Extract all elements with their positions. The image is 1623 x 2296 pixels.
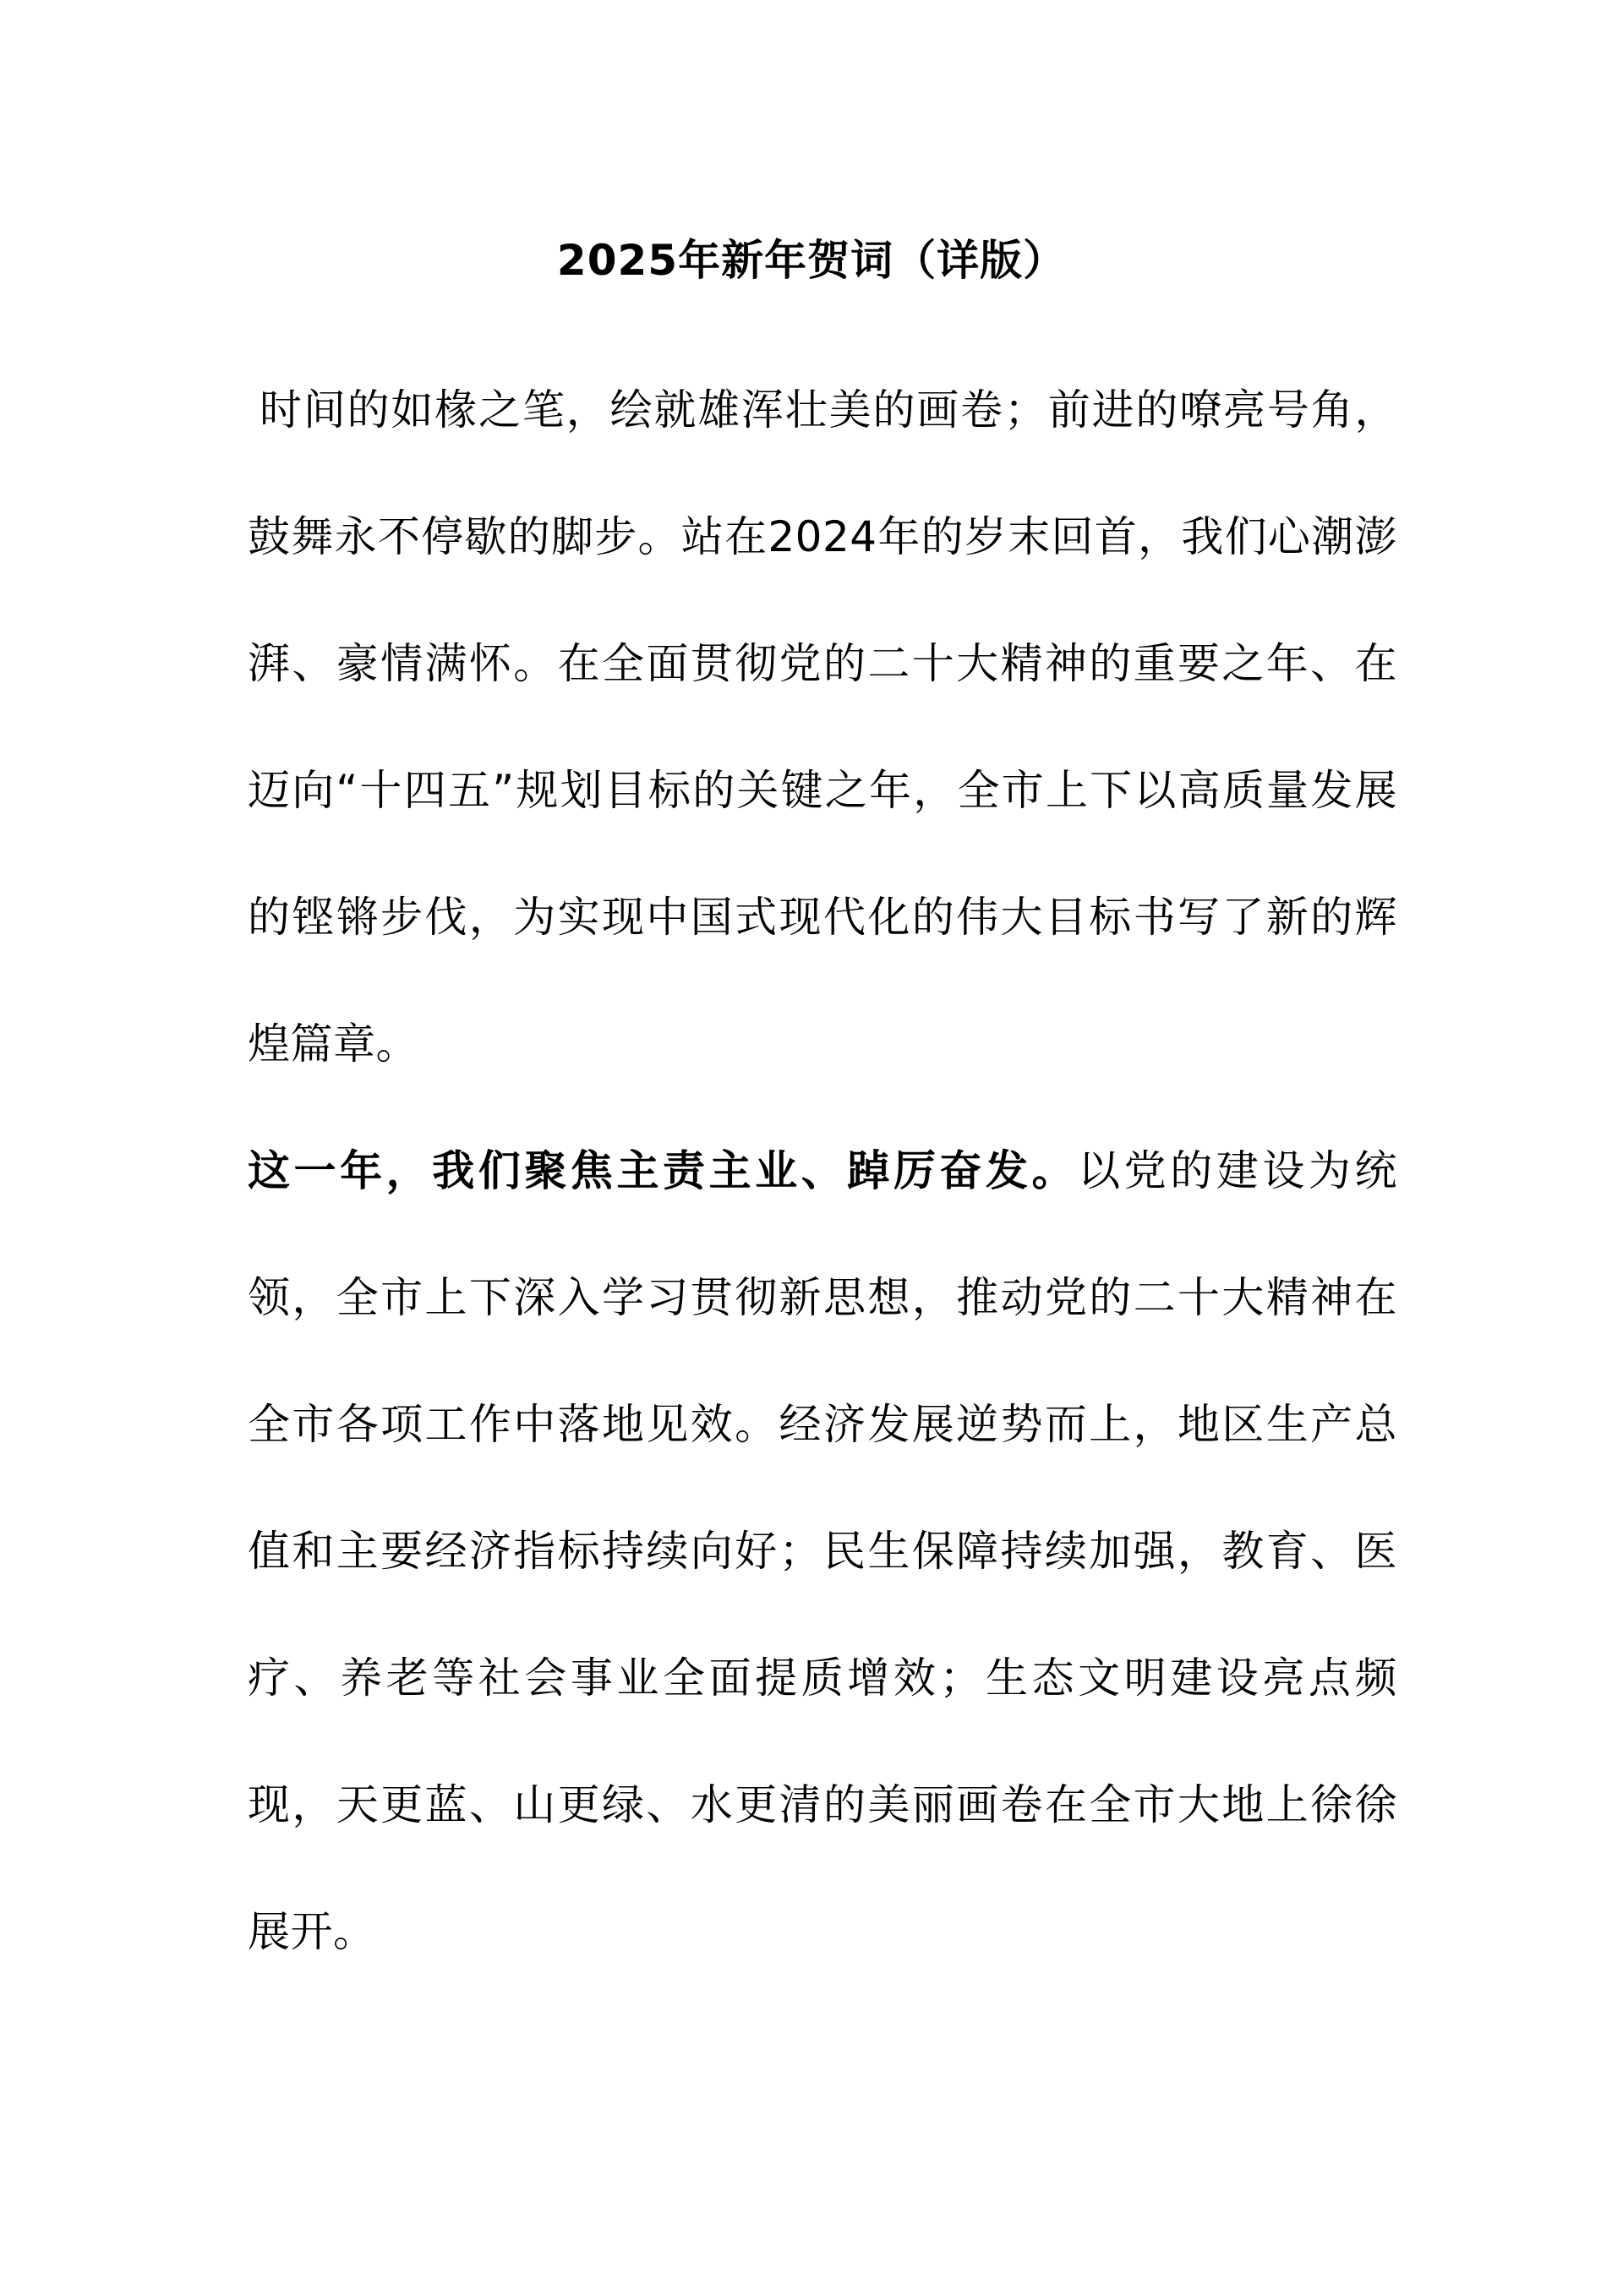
paragraph-2 (248, 1107, 1397, 1995)
document-title: 2025年新年贺词（详版） (556, 236, 1067, 285)
paragraph-2-text: 以党的建设为统领，全市上下深入学习贯彻新思想，推动党的二十大精神在全市各项工作中落地见效。经济发展逆势而上，地区生产总值和主要经济指标持续向好；民生保障持续加强，教育、医疗、养老等社会事业全面提质增效；生态文明建设亮点频现，天更蓝、山更绿、水更清的美丽画卷在全市大地上徐徐展开。 (248, 1146, 1397, 1956)
paragraph-2-lead: 这一年，我们聚焦主责主业、踔厉奋发。 (248, 1146, 1079, 1195)
document-body (248, 347, 1397, 1995)
paragraph-1 (248, 347, 1397, 1107)
paragraph-1-text: 时间的如椽之笔，绘就雄浑壮美的画卷；前进的嘹亮号角，鼓舞永不停歇的脚步。站在2024年的岁末回首，我们心潮澎湃、豪情满怀。在全面贯彻党的二十大精神的重要之年、在迈向“十四五”规划目标的关键之年，全市上下以高质量发展的铿锵步伐，为实现中国式现代化的伟大目标书写了新的辉煌篇章。 (248, 385, 1397, 1069)
